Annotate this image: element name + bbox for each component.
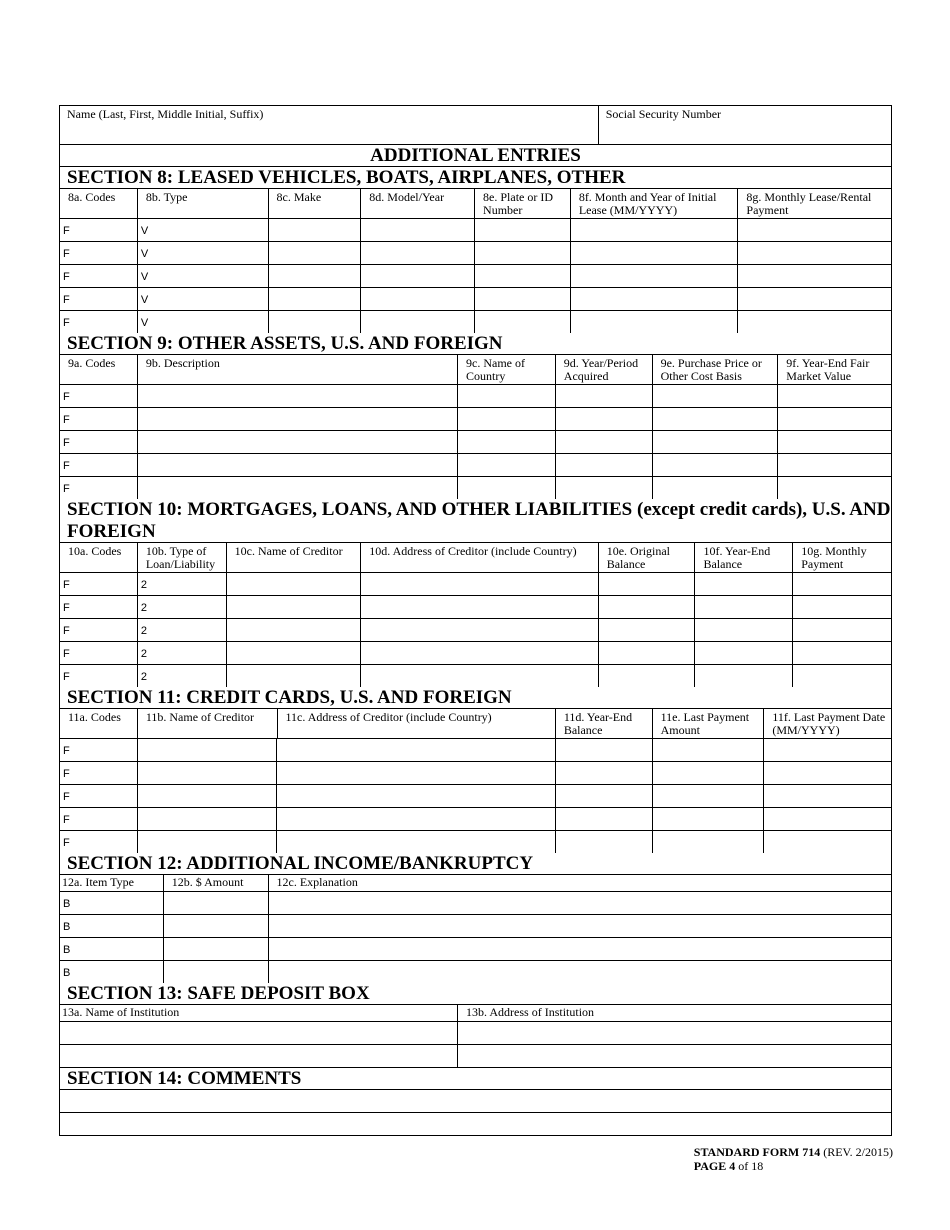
section-11-title: SECTION 11: CREDIT CARDS, U.S. AND FOREIGN — [60, 687, 891, 709]
section-8-rows — [60, 219, 891, 333]
loan-type-select[interactable]: 2 — [138, 665, 227, 687]
code-select[interactable]: F — [60, 808, 138, 830]
loan-type-select[interactable]: 2 — [138, 573, 227, 595]
code-select[interactable]: F — [60, 288, 138, 310]
lease-date-input[interactable] — [571, 288, 739, 310]
creditor-name-input[interactable] — [227, 642, 362, 664]
year-acquired-input[interactable] — [556, 477, 653, 499]
item-type-select[interactable]: B — [60, 892, 164, 914]
year-acquired-input[interactable] — [556, 454, 653, 476]
col-header: 8b. Type — [138, 189, 269, 218]
creditor-address-input[interactable] — [277, 739, 555, 761]
section-10-header — [60, 543, 891, 573]
section-14-title: SECTION 14: COMMENTS — [60, 1068, 891, 1090]
form-name: STANDARD FORM 714 — [693, 1145, 821, 1159]
loan-type-select[interactable]: 2 — [138, 642, 227, 664]
form-footer — [694, 1145, 893, 1173]
creditor-name-input[interactable] — [138, 762, 278, 784]
model-year-input[interactable] — [361, 311, 475, 333]
section-11-rows — [60, 739, 891, 853]
year-end-balance-input[interactable] — [556, 762, 653, 784]
col-header: 13a. Name of Institution — [60, 1005, 458, 1021]
last-payment-amount-input[interactable] — [653, 785, 765, 807]
ssn-label: Social Security Number — [605, 107, 722, 121]
section-12-title: SECTION 12: ADDITIONAL INCOME/BANKRUPTCY — [60, 853, 891, 875]
creditor-address-input[interactable] — [361, 665, 598, 687]
country-input[interactable] — [458, 431, 556, 453]
col-header: 9c. Name of Country — [458, 355, 556, 384]
creditor-address-input[interactable] — [277, 785, 555, 807]
model-year-input[interactable] — [361, 242, 475, 264]
make-input[interactable] — [269, 265, 362, 287]
code-select[interactable]: F — [60, 454, 138, 476]
year-end-balance-input[interactable] — [556, 808, 653, 830]
monthly-payment-input[interactable] — [793, 573, 891, 595]
col-header: 10b. Type of Loan/Liability — [138, 543, 227, 572]
plate-input[interactable] — [475, 219, 571, 241]
year-acquired-input[interactable] — [556, 385, 653, 407]
cost-basis-input[interactable] — [653, 408, 779, 430]
form-table — [59, 105, 892, 1136]
col-header: 11c. Address of Creditor (include Country) — [278, 709, 556, 738]
model-year-input[interactable] — [361, 219, 475, 241]
make-input[interactable] — [269, 242, 362, 264]
table-row — [60, 892, 891, 915]
table-row — [60, 831, 891, 853]
creditor-name-input[interactable] — [227, 596, 362, 618]
section-13-title: SECTION 13: SAFE DEPOSIT BOX — [60, 983, 891, 1005]
last-payment-date-input[interactable] — [764, 785, 891, 807]
cost-basis-input[interactable] — [653, 431, 779, 453]
code-select[interactable]: F — [60, 619, 138, 641]
col-header: 9f. Year-End Fair Market Value — [786, 356, 870, 383]
table-row — [60, 808, 891, 831]
col-header: 9a. Codes — [60, 355, 138, 384]
item-type-select[interactable]: B — [60, 961, 164, 983]
year-end-balance-input[interactable] — [695, 573, 793, 595]
institution-address-input[interactable] — [458, 1045, 891, 1067]
institution-address-input[interactable] — [458, 1022, 891, 1044]
last-payment-date-input[interactable] — [764, 808, 891, 830]
code-select[interactable]: F — [60, 408, 138, 430]
table-row — [60, 785, 891, 808]
page-of: of 18 — [738, 1159, 764, 1173]
col-header: 10d. Address of Creditor (include Country) — [361, 543, 598, 572]
col-header: 11a. Codes — [60, 709, 138, 738]
table-row — [60, 1022, 891, 1045]
year-acquired-input[interactable] — [556, 431, 653, 453]
lease-payment-input[interactable] — [738, 265, 891, 287]
identity-row — [60, 106, 891, 145]
creditor-address-input[interactable] — [361, 573, 598, 595]
model-year-input[interactable] — [361, 265, 475, 287]
last-payment-date-input[interactable] — [764, 762, 891, 784]
creditor-address-input[interactable] — [361, 642, 598, 664]
item-type-select[interactable]: B — [60, 915, 164, 937]
creditor-address-input[interactable] — [277, 808, 555, 830]
last-payment-amount-input[interactable] — [653, 831, 765, 853]
table-row — [60, 665, 891, 687]
last-payment-amount-input[interactable] — [653, 739, 765, 761]
explanation-input[interactable] — [269, 892, 892, 914]
plate-input[interactable] — [475, 265, 571, 287]
plate-input[interactable] — [475, 242, 571, 264]
year-end-balance-input[interactable] — [556, 785, 653, 807]
description-input[interactable] — [138, 477, 458, 499]
section-12-rows — [60, 892, 891, 983]
col-header: 12b. $ Amount — [164, 875, 269, 891]
year-end-balance-input[interactable] — [695, 619, 793, 641]
creditor-name-input[interactable] — [138, 785, 278, 807]
code-select[interactable]: F — [60, 573, 138, 595]
col-header: 12c. Explanation — [276, 875, 358, 889]
market-value-input[interactable] — [778, 408, 891, 430]
institution-name-input[interactable] — [60, 1022, 458, 1044]
market-value-input[interactable] — [778, 477, 891, 499]
col-header: 8d. Model/Year — [361, 189, 475, 218]
table-row — [60, 408, 891, 431]
section-9-header — [60, 355, 891, 385]
col-header: 9d. Year/Period Acquired — [556, 355, 653, 384]
table-row — [60, 573, 891, 596]
description-input[interactable] — [138, 454, 458, 476]
description-input[interactable] — [138, 385, 458, 407]
type-select[interactable]: V — [138, 242, 269, 264]
code-select[interactable]: F — [60, 265, 138, 287]
amount-input[interactable] — [164, 892, 269, 914]
make-input[interactable] — [269, 288, 362, 310]
code-select[interactable]: F — [60, 739, 138, 761]
comment-input[interactable] — [60, 1090, 891, 1112]
year-acquired-input[interactable] — [556, 408, 653, 430]
original-balance-input[interactable] — [599, 596, 696, 618]
loan-type-select[interactable]: 2 — [138, 619, 227, 641]
market-value-input[interactable] — [778, 431, 891, 453]
plate-input[interactable] — [475, 311, 571, 333]
section-13-header — [60, 1005, 891, 1022]
col-header: 9e. Purchase Price or Other Cost Basis — [653, 355, 779, 384]
col-header: 10g. Monthly Payment — [801, 544, 867, 571]
col-header: 9b. Description — [138, 355, 458, 384]
cost-basis-input[interactable] — [653, 454, 779, 476]
section-11-header — [60, 709, 891, 739]
table-row — [60, 739, 891, 762]
col-header: 8a. Codes — [60, 189, 138, 218]
type-select[interactable]: V — [138, 219, 269, 241]
explanation-input[interactable] — [269, 961, 892, 983]
code-select[interactable]: F — [60, 642, 138, 664]
table-row — [60, 938, 891, 961]
lease-payment-input[interactable] — [738, 311, 891, 333]
code-select[interactable]: F — [60, 665, 138, 687]
col-header: 10f. Year-End Balance — [695, 543, 793, 572]
col-header: 11d. Year-End Balance — [556, 709, 653, 738]
country-input[interactable] — [458, 408, 556, 430]
type-select[interactable]: V — [138, 311, 269, 333]
creditor-address-input[interactable] — [361, 619, 598, 641]
last-payment-amount-input[interactable] — [653, 762, 765, 784]
table-row — [60, 1045, 891, 1068]
section-8-header — [60, 189, 891, 219]
item-type-select[interactable]: B — [60, 938, 164, 960]
creditor-address-input[interactable] — [277, 762, 555, 784]
table-row — [60, 219, 891, 242]
section-12-header — [60, 875, 891, 892]
code-select[interactable]: F — [60, 242, 138, 264]
col-header: 8c. Make — [269, 189, 362, 218]
section-9-rows — [60, 385, 891, 499]
creditor-name-input[interactable] — [138, 808, 278, 830]
amount-input[interactable] — [164, 915, 269, 937]
lease-date-input[interactable] — [571, 265, 739, 287]
table-row — [60, 915, 891, 938]
description-input[interactable] — [138, 431, 458, 453]
page-label: PAGE 4 — [693, 1159, 736, 1173]
last-payment-amount-input[interactable] — [653, 808, 765, 830]
form-revision: (REV. 2/2015) — [823, 1145, 893, 1159]
table-row — [60, 288, 891, 311]
lease-payment-input[interactable] — [738, 219, 891, 241]
code-select[interactable]: F — [60, 477, 138, 499]
col-header: 11f. Last Payment Date (MM/YYYY) — [772, 710, 886, 737]
page-title: ADDITIONAL ENTRIES — [60, 145, 891, 167]
amount-input[interactable] — [164, 961, 269, 983]
col-header: 8f. Month and Year of Initial Lease (MM/YYYY) — [571, 189, 739, 218]
type-select[interactable]: V — [138, 288, 269, 310]
institution-name-input[interactable] — [60, 1045, 458, 1067]
table-row — [60, 385, 891, 408]
table-row — [60, 477, 891, 499]
market-value-input[interactable] — [778, 385, 891, 407]
plate-input[interactable] — [475, 288, 571, 310]
name-field[interactable] — [60, 106, 599, 145]
lease-payment-input[interactable] — [738, 242, 891, 264]
table-row — [60, 454, 891, 477]
year-end-balance-input[interactable] — [695, 665, 793, 687]
lease-date-input[interactable] — [571, 242, 739, 264]
creditor-address-input[interactable] — [277, 831, 555, 853]
amount-input[interactable] — [164, 938, 269, 960]
original-balance-input[interactable] — [599, 573, 696, 595]
table-row — [60, 265, 891, 288]
description-input[interactable] — [138, 408, 458, 430]
table-row — [60, 431, 891, 454]
col-header: 10e. Original Balance — [599, 543, 696, 572]
make-input[interactable] — [269, 219, 362, 241]
creditor-name-input[interactable] — [138, 739, 278, 761]
table-row — [60, 242, 891, 265]
monthly-payment-input[interactable] — [793, 665, 891, 687]
col-header: 10c. Name of Creditor — [227, 543, 362, 572]
comment-row — [60, 1113, 891, 1135]
section-8-title: SECTION 8: LEASED VEHICLES, BOATS, AIRPLANES, OTHER — [60, 167, 891, 189]
lease-date-input[interactable] — [571, 219, 739, 241]
lease-date-input[interactable] — [571, 311, 739, 333]
original-balance-input[interactable] — [599, 619, 696, 641]
model-year-input[interactable] — [361, 288, 475, 310]
loan-type-select[interactable]: 2 — [138, 596, 227, 618]
original-balance-input[interactable] — [599, 642, 696, 664]
table-row — [60, 762, 891, 785]
last-payment-date-input[interactable] — [764, 739, 891, 761]
code-select[interactable]: F — [60, 311, 138, 333]
code-select[interactable]: F — [60, 431, 138, 453]
code-select[interactable]: F — [60, 785, 138, 807]
cost-basis-input[interactable] — [653, 477, 779, 499]
country-input[interactable] — [458, 454, 556, 476]
creditor-name-input[interactable] — [138, 831, 278, 853]
code-select[interactable]: F — [60, 219, 138, 241]
creditor-name-input[interactable] — [227, 665, 362, 687]
year-end-balance-input[interactable] — [556, 739, 653, 761]
col-header: 8g. Monthly Lease/Rental Payment — [746, 190, 872, 217]
last-payment-date-input[interactable] — [764, 831, 891, 853]
table-row — [60, 619, 891, 642]
code-select[interactable]: F — [60, 385, 138, 407]
section-10-rows — [60, 573, 891, 687]
col-header: 10a. Codes — [60, 543, 138, 572]
code-select[interactable]: F — [60, 831, 138, 853]
col-header: 8e. Plate or ID Number — [475, 189, 571, 218]
year-end-balance-input[interactable] — [695, 642, 793, 664]
make-input[interactable] — [269, 311, 362, 333]
type-select[interactable]: V — [138, 265, 269, 287]
market-value-input[interactable] — [778, 454, 891, 476]
col-header: 11e. Last Payment Amount — [653, 709, 765, 738]
creditor-name-input[interactable] — [227, 619, 362, 641]
table-row — [60, 596, 891, 619]
col-header: 12a. Item Type — [60, 875, 164, 891]
creditor-name-input[interactable] — [227, 573, 362, 595]
col-header: 11b. Name of Creditor — [138, 709, 278, 738]
name-label: Name (Last, First, Middle Initial, Suffix) — [67, 107, 264, 121]
table-row — [60, 961, 891, 983]
country-input[interactable] — [458, 477, 556, 499]
ssn-field[interactable] — [599, 106, 891, 145]
code-select[interactable]: F — [60, 762, 138, 784]
explanation-input[interactable] — [269, 915, 892, 937]
monthly-payment-input[interactable] — [793, 642, 891, 664]
cost-basis-input[interactable] — [653, 385, 779, 407]
year-end-balance-input[interactable] — [695, 596, 793, 618]
monthly-payment-input[interactable] — [793, 596, 891, 618]
year-end-balance-input[interactable] — [556, 831, 653, 853]
monthly-payment-input[interactable] — [793, 619, 891, 641]
comment-row — [60, 1090, 891, 1113]
comment-input[interactable] — [60, 1113, 891, 1135]
table-row — [60, 642, 891, 665]
lease-payment-input[interactable] — [738, 288, 891, 310]
section-10-title: SECTION 10: MORTGAGES, LOANS, AND OTHER LIABILITIES (except credit cards), U.S. AND FOREIGN — [60, 499, 891, 543]
col-header: 13b. Address of Institution — [466, 1005, 595, 1019]
section-9-title: SECTION 9: OTHER ASSETS, U.S. AND FOREIGN — [60, 333, 891, 355]
creditor-address-input[interactable] — [361, 596, 598, 618]
country-input[interactable] — [458, 385, 556, 407]
original-balance-input[interactable] — [599, 665, 696, 687]
code-select[interactable]: F — [60, 596, 138, 618]
explanation-input[interactable] — [269, 938, 892, 960]
table-row — [60, 311, 891, 333]
